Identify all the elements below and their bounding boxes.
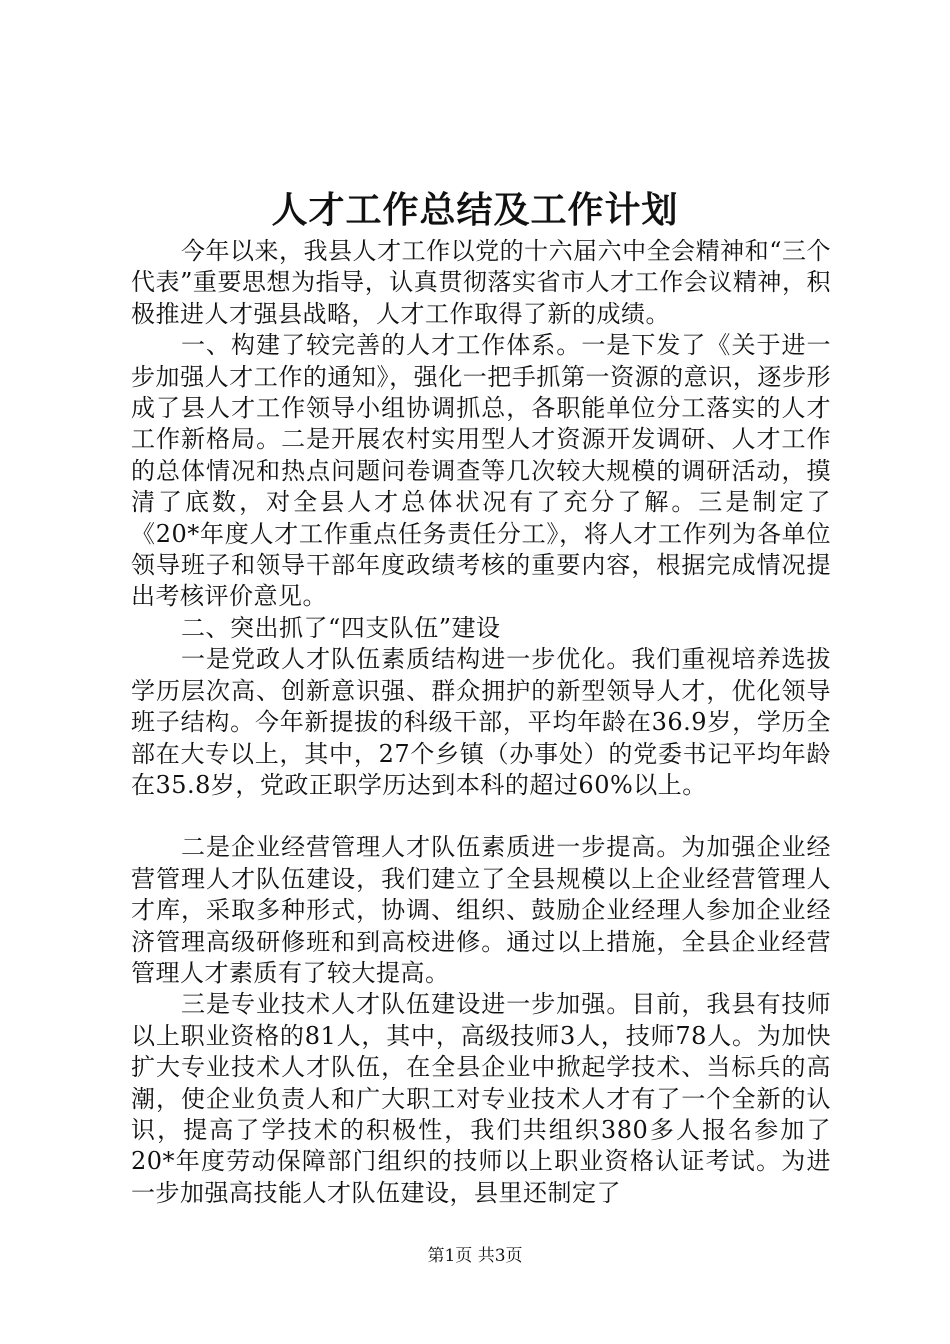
document-body xyxy=(131,236,831,1209)
document-title: 人才工作总结及工作计划 xyxy=(271,189,679,231)
paragraph-section-1: 一、构建了较完善的人才工作体系。一是下发了《关于进一步加强人才工作的通知》，强化一把手抓第一资源的意识，逐步形成了县人才工作领导小组协调抓总，各职能单位分工落实的人才工作新格局。二是开展农村实用型人才资源开发调研、人才工作的总体情况和热点问题问卷调查等几次较大规模的调研活动，摸清了底数，对全县人才总体状况有了充分了解。三是制定了《20*年度人才工作重点任务责任分工》，将人才工作列为各单位领导班子和领导干部年度政绩考核的重要内容，根据完成情况提出考核评价意见。 xyxy=(131,331,831,611)
paragraph-intro: 今年以来，我县人才工作以党的十六届六中全会精神和“三个代表”重要思想为指导，认真贯彻落实省市人才工作会议精神，积极推进人才强县战略，人才工作取得了新的成绩。 xyxy=(131,237,831,328)
paragraph-enterprise-talent: 二是企业经营管理人才队伍素质进一步提高。为加强企业经营管理人才队伍建设，我们建立了全县规模以上企业经营管理人才库，采取多种形式，协调、组织、鼓励企业经理人参加企业经济管理高级研修班和到高校进修。通过以上措施，全县企业经营管理人才素质有了较大提高。 xyxy=(131,833,831,987)
paragraph-technical-talent: 三是专业技术人才队伍建设进一步加强。目前，我县有技师以上职业资格的81人，其中，高级技师3人，技师78人。为加快扩大专业技术人才队伍，在全县企业中掀起学技术、当标兵的高潮，使企业负责人和广大职工对专业技术人才有了一个全新的认识，提高了学技术的积极性，我们共组织380多人报名参加了20*年度劳动保障部门组织的技师以上职业资格认证考试。为进一步加强高技能人才队伍建设，县里还制定了 xyxy=(131,990,831,1207)
page-number-footer: 第1页 共3页 xyxy=(427,1246,523,1266)
paragraph-party-talent: 一是党政人才队伍素质结构进一步优化。我们重视培养选拔学历层次高、创新意识强、群众拥护的新型领导人才，优化领导班子结构。今年新提拔的科级干部，平均年龄在36.9岁，学历全部在大专以上，其中，27个乡镇（办事处）的党委书记平均年龄在35.8岁，党政正职学历达到本科的超过60%以上。 xyxy=(131,645,831,799)
paragraph-section-2-heading: 二、突出抓了“四支队伍”建设 xyxy=(181,613,501,642)
